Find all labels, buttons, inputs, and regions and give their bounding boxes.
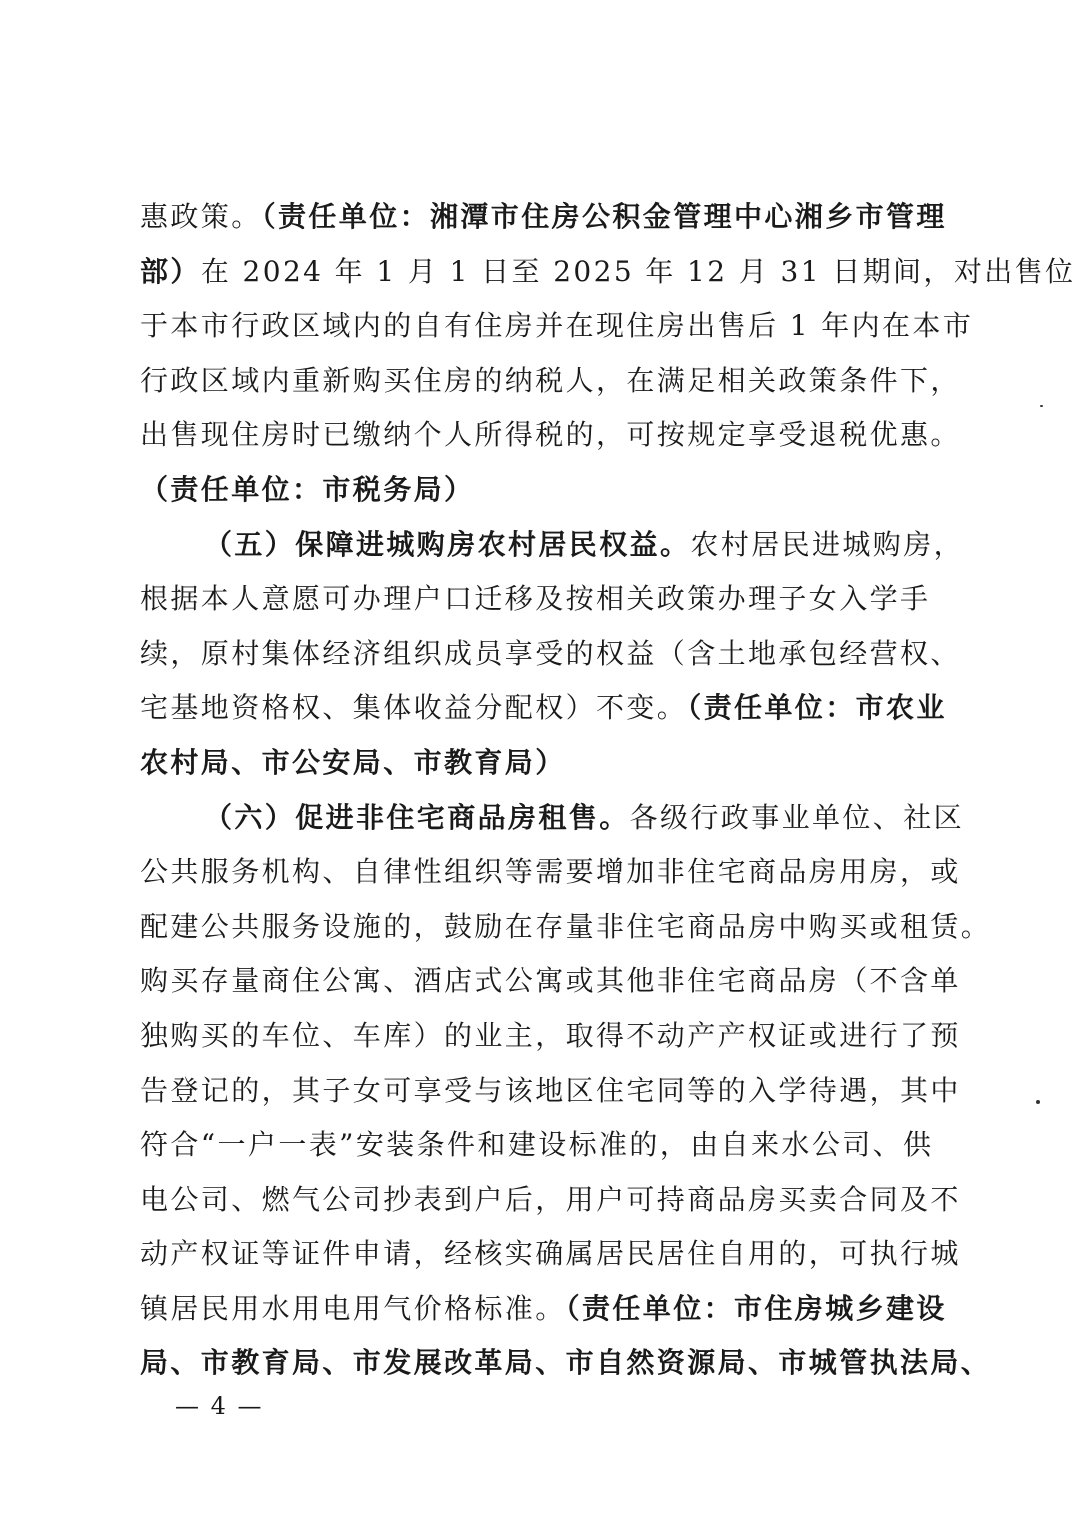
text-line-15: 购买存量商住公寓、酒店式公寓或其他非住宅商品房（不含单 bbox=[140, 964, 961, 998]
text-line-13: 公共服务机构、自律性组织等需要增加非住宅商品房用房，或 bbox=[140, 855, 961, 889]
text-line-17: 告登记的，其子女可享受与该地区住宅同等的入学待遇，其中 bbox=[140, 1073, 961, 1107]
text-line-7: （五）保障进城购房农村居民权益。农村居民进城购房， bbox=[204, 527, 965, 561]
scan-speck bbox=[1036, 1100, 1040, 1104]
text-line-11: 农村局、市公安局、市教育局） bbox=[140, 745, 566, 779]
scan-speck bbox=[1040, 405, 1043, 407]
text-line-21: 镇居民用水用电用气价格标准。（责任单位：市住房城乡建设 bbox=[140, 1291, 947, 1325]
text-line-2: 部）在 2024 年 1 月 1 日至 2025 年 12 月 31 日期间，对出售位 bbox=[140, 254, 1076, 288]
page-number: — 4 — bbox=[175, 1392, 264, 1420]
text-line-5: 出售现住房时已缴纳个人所得税的，可按规定享受退税优惠。 bbox=[140, 418, 961, 452]
text-line-14: 配建公共服务设施的，鼓励在存量非住宅商品房中购买或租赁。 bbox=[140, 909, 992, 943]
text-line-16: 独购买的车位、车库）的业主，取得不动产产权证或进行了预 bbox=[140, 1018, 961, 1052]
text-line-10: 宅基地资格权、集体收益分配权）不变。（责任单位：市农业 bbox=[140, 691, 947, 725]
body-text bbox=[140, 190, 1076, 1391]
text-line-19: 电公司、燃气公司抄表到户后，用户可持商品房买卖合同及不 bbox=[140, 1182, 961, 1216]
text-line-4: 行政区域内重新购买住房的纳税人，在满足相关政策条件下， bbox=[140, 363, 961, 397]
text-line-9: 续，原村集体经济组织成员享受的权益（含土地承包经营权、 bbox=[140, 636, 961, 670]
text-line-1: 惠政策。（责任单位：湘潭市住房公积金管理中心湘乡市管理 bbox=[140, 200, 947, 233]
text-line-20: 动产权证等证件申请，经核实确属居民居住自用的，可执行城 bbox=[140, 1237, 961, 1271]
text-line-6: （责任单位：市税务局） bbox=[140, 472, 475, 506]
text-line-3: 于本市行政区域内的自有住房并在现住房出售后 1 年内在本市 bbox=[140, 309, 974, 343]
text-line-18: 符合“一户一表”安装条件和建设标准的，由自来水公司、供 bbox=[140, 1128, 934, 1162]
text-line-12: （六）促进非住宅商品房租售。各级行政事业单位、社区 bbox=[204, 800, 965, 834]
text-line-8: 根据本人意愿可办理户口迁移及按相关政策办理子女入学手 bbox=[140, 582, 931, 616]
text-line-22: 局、市教育局、市发展改革局、市自然资源局、市城管执法局、 bbox=[140, 1346, 992, 1380]
